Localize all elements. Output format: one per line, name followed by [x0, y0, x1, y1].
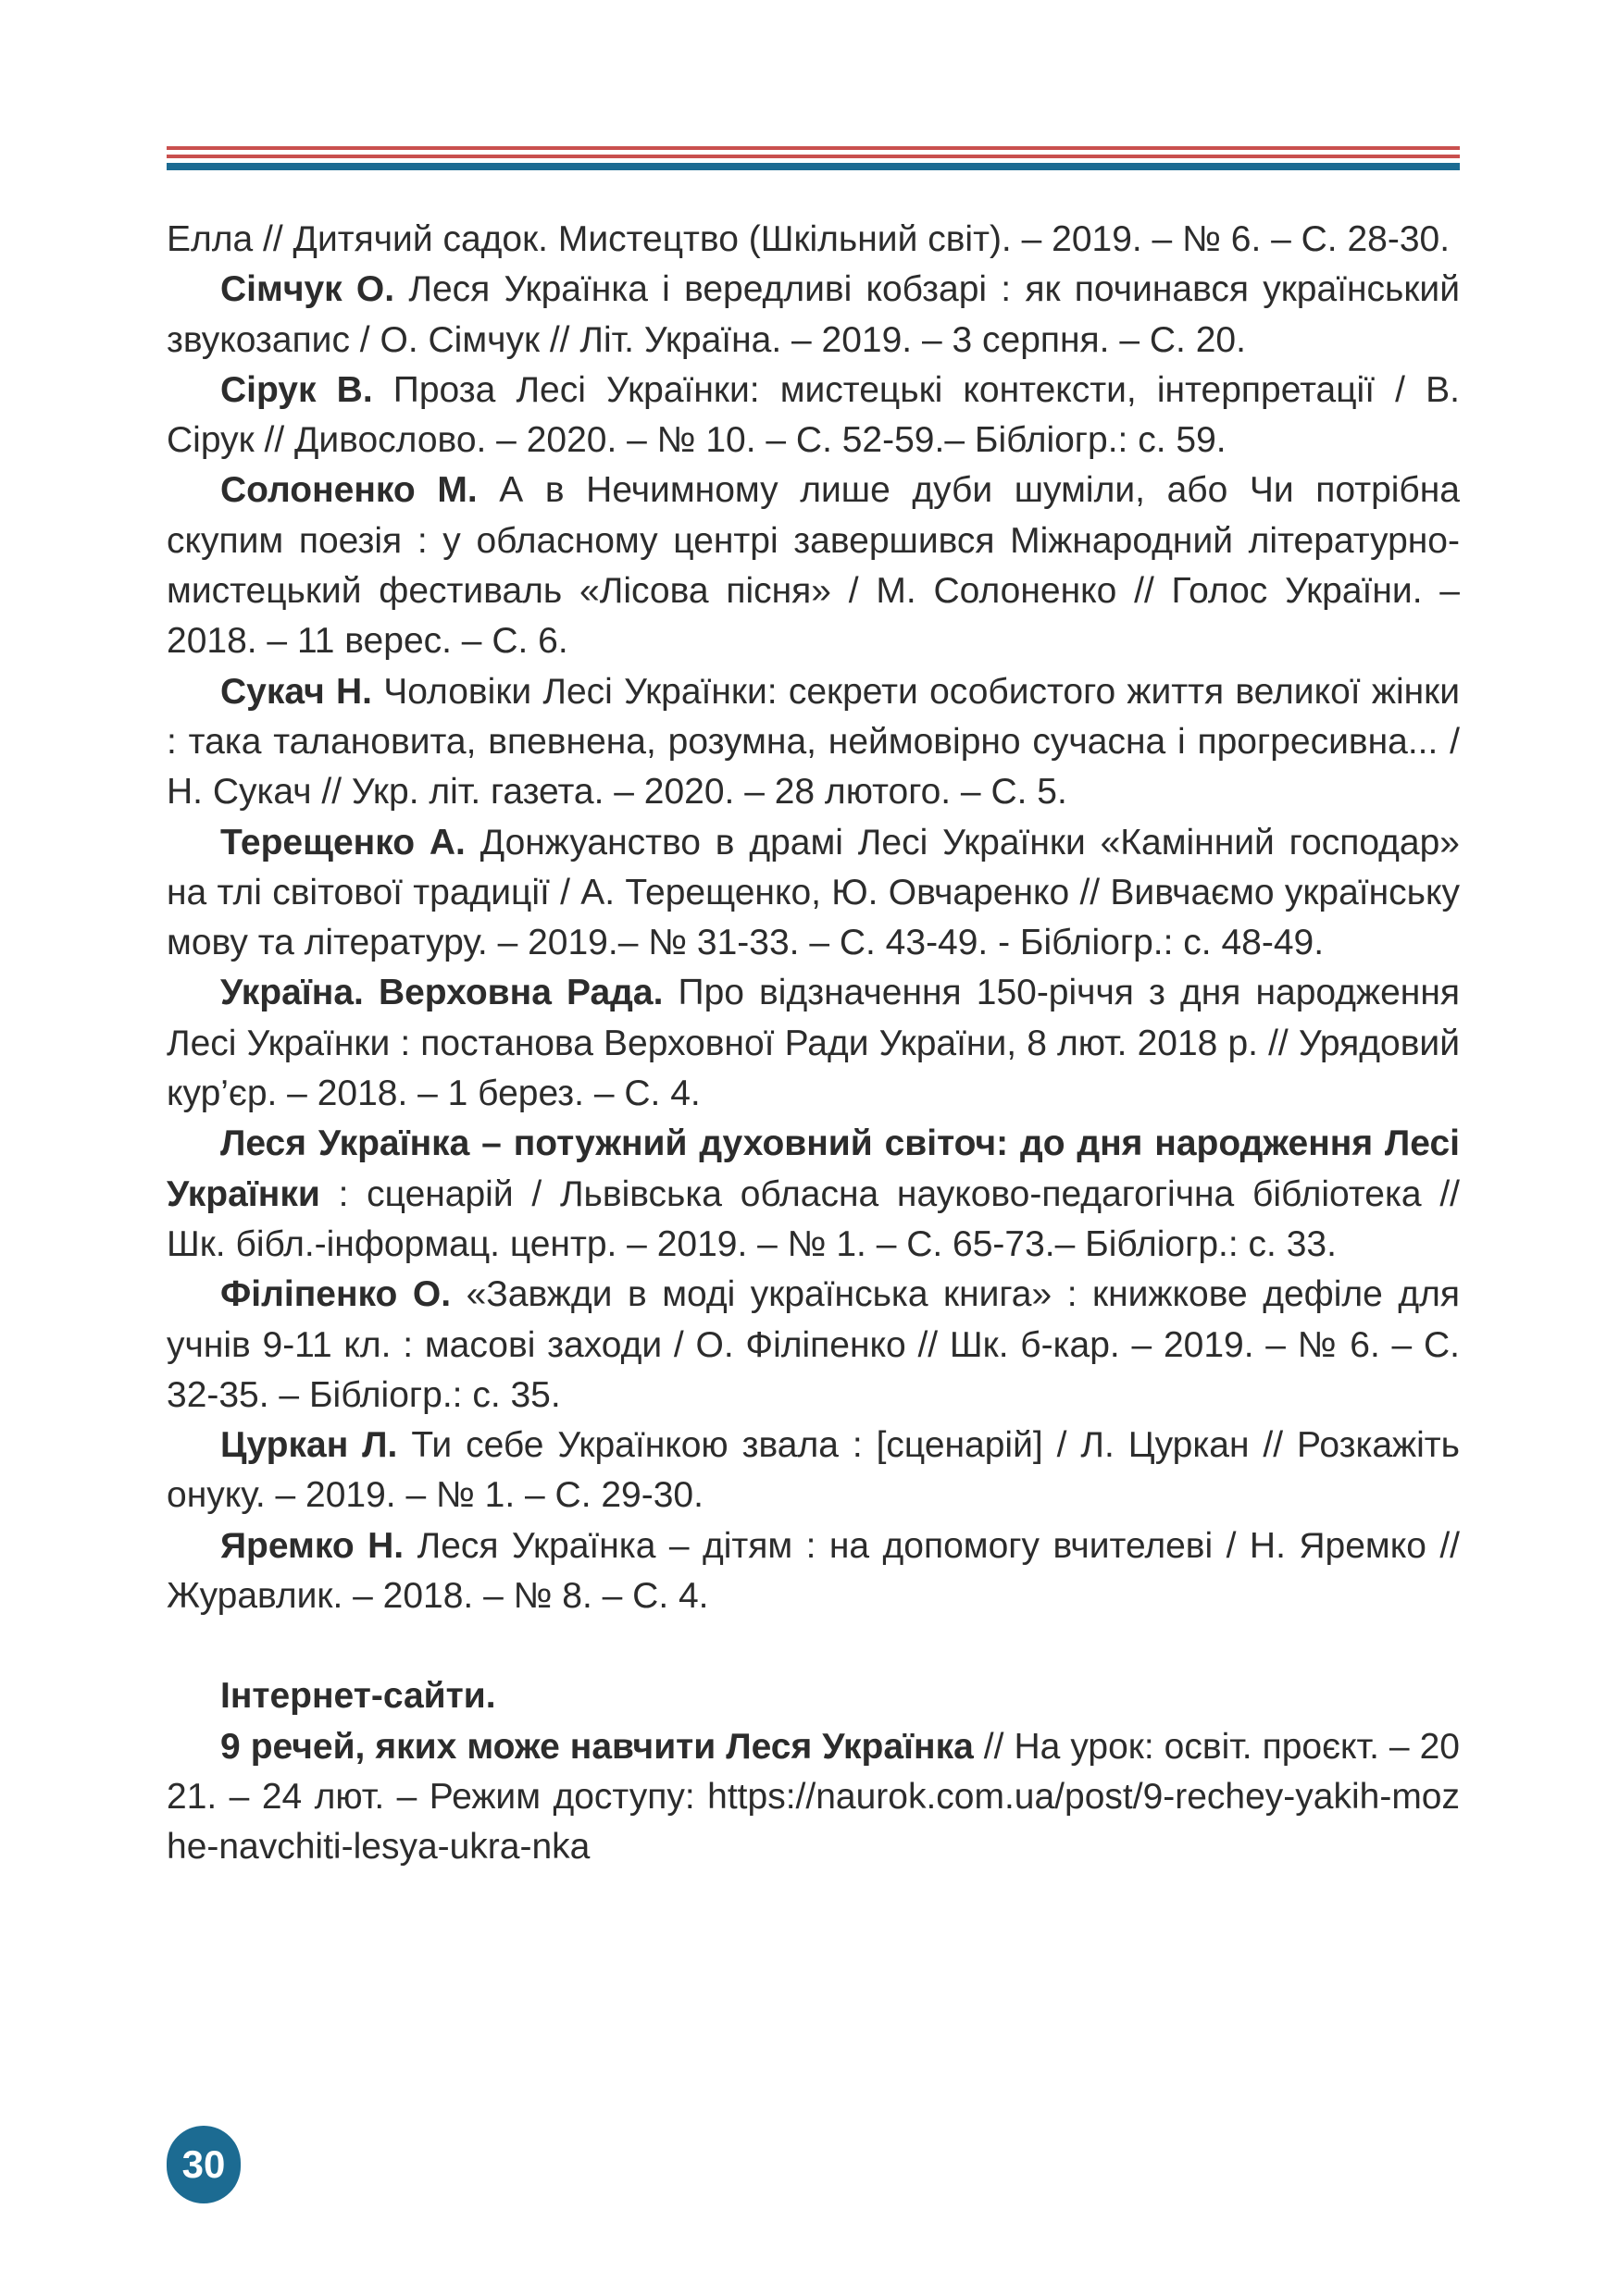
bib-entry-text: «Завжди в моді українська книга» : книжкове дефіле для учнів 9-11 кл. : масові заходи / О. Філіпенко // Шк. б-кар. – 2019. – № 6. – С. 32-35. – Бібліогр.: с. 35.: [167, 1274, 1460, 1415]
bib-entry: [167, 818, 1460, 969]
internet-entry: [167, 1722, 1460, 1873]
bib-entry-text: Ти себе Українкою звала : [сценарій] / Л. Цуркан // Розкажіть онуку. – 2019. – № 1. – С. 29-30.: [167, 1425, 1460, 1516]
bib-entry-text: Леся Українка і вередливі кобзарі : як починався український звукозапис / О. Сімчук // Літ. Україна. – 2019. – 3 серпня. – С. 20.: [167, 269, 1460, 360]
bib-entry: [167, 1119, 1460, 1270]
bib-entry-author: Терещенко А.: [220, 822, 466, 863]
intro-fragment: Елла // Дитячий садок. Мистецтво (Шкільний світ). – 2019. – № 6. – С. 28-30.: [167, 219, 1451, 259]
internet-entry-text: // На урок: освіт. проєкт. – 2021. – 24 лют. – Режим доступу: https://naurok.com.ua/post/9-rechey-yakih-mozhe-navchiti-lesya-ukra-nka: [167, 1726, 1460, 1868]
header-rule-red-bottom: [167, 155, 1460, 158]
bib-entry-author: Цуркан Л.: [220, 1425, 398, 1466]
bib-entry: [167, 968, 1460, 1119]
bib-entry-text: : сценарій / Львівська обласна науково-педагогічна бібліотека // Шк. бібл.-інформац. центр. – 2019. – № 1. – С. 65-73.– Бібліогр.: с. 33.: [167, 1173, 1460, 1264]
bib-entry: [167, 465, 1460, 666]
section-spacer: [167, 1621, 1460, 1671]
internet-entry-title: 9 речей, яких може навчити Леся Українка: [220, 1726, 974, 1767]
bib-entry-text: Чоловіки Лесі Українки: секрети особистого життя великої жінки : така талановита, впевнена, розумна, неймовірно сучасна і прогресивна... / Н. Сукач // Укр. літ. газета. – 2020. – 28 лютого. – С. 5.: [167, 671, 1460, 813]
bib-entry: [167, 667, 1460, 818]
bib-entry-author: Сукач Н.: [220, 671, 372, 712]
bib-entry-text: Про відзначення 150-річчя з дня народження Лесі Українки : постанова Верховної Ради України, 8 лют. 2018 р. // Урядовий кур’єр. – 2018. – 1 берез. – С. 4.: [167, 973, 1460, 1114]
bib-entry: [167, 265, 1460, 366]
bib-entry: [167, 1270, 1460, 1421]
bib-entry-text: Леся Українка – дітям : на допомогу вчителеві / Н. Яремко // Журавлик. – 2018. – № 8. – С. 4.: [167, 1525, 1460, 1617]
bib-entry: [167, 1421, 1460, 1521]
bib-entry: [167, 366, 1460, 466]
bib-entry-text: Проза Лесі Українки: мистецькі контексти, інтерпретації / В. Сірук // Дивослово. – 2020. – № 10. – С. 52-59.– Бібліогр.: с. 59.: [167, 369, 1460, 461]
bib-entry-author: Леся Українка – потужний духовний світоч: до дня народження Лесі Українки: [167, 1123, 1460, 1214]
page-number-badge: 30: [167, 2126, 241, 2203]
bib-entry: [167, 1521, 1460, 1622]
header-rule-blue: [167, 163, 1460, 170]
bib-entry-author: Сімчук О.: [220, 269, 395, 310]
bib-entry-author: Сірук В.: [220, 369, 373, 410]
bib-entry-author: Солоненко М.: [220, 470, 478, 511]
bib-entry-author: Україна. Верховна Рада.: [220, 973, 664, 1013]
header-rules: [167, 146, 1460, 175]
bib-entry-text: А в Нечимному лише дуби шуміли, або Чи потрібна скупим поезія : у обласному центрі завершився Міжнародний літературно-мистецький фестиваль «Лісова пісня» / М. Солоненко // Голос України. – 2018. – 11 верес. – С. 6.: [167, 470, 1460, 662]
header-rule-red-top: [167, 146, 1460, 150]
bib-entry-text: Донжуанство в драмі Лесі Українки «Камінний господар» на тлі світової традиції / А. Терещенко, Ю. Овчаренко // Вивчаємо українську мову та літературу. – 2019.– № 31-33. – С. 43-49. - Бібліогр.: с. 48-49.: [167, 822, 1460, 963]
bib-entry-author: Яремко Н.: [220, 1525, 405, 1566]
bibliography-list: [167, 215, 1460, 1873]
internet-heading: Інтернет-сайти.: [220, 1676, 496, 1717]
bib-entry-author: Філіпенко О.: [220, 1274, 452, 1315]
